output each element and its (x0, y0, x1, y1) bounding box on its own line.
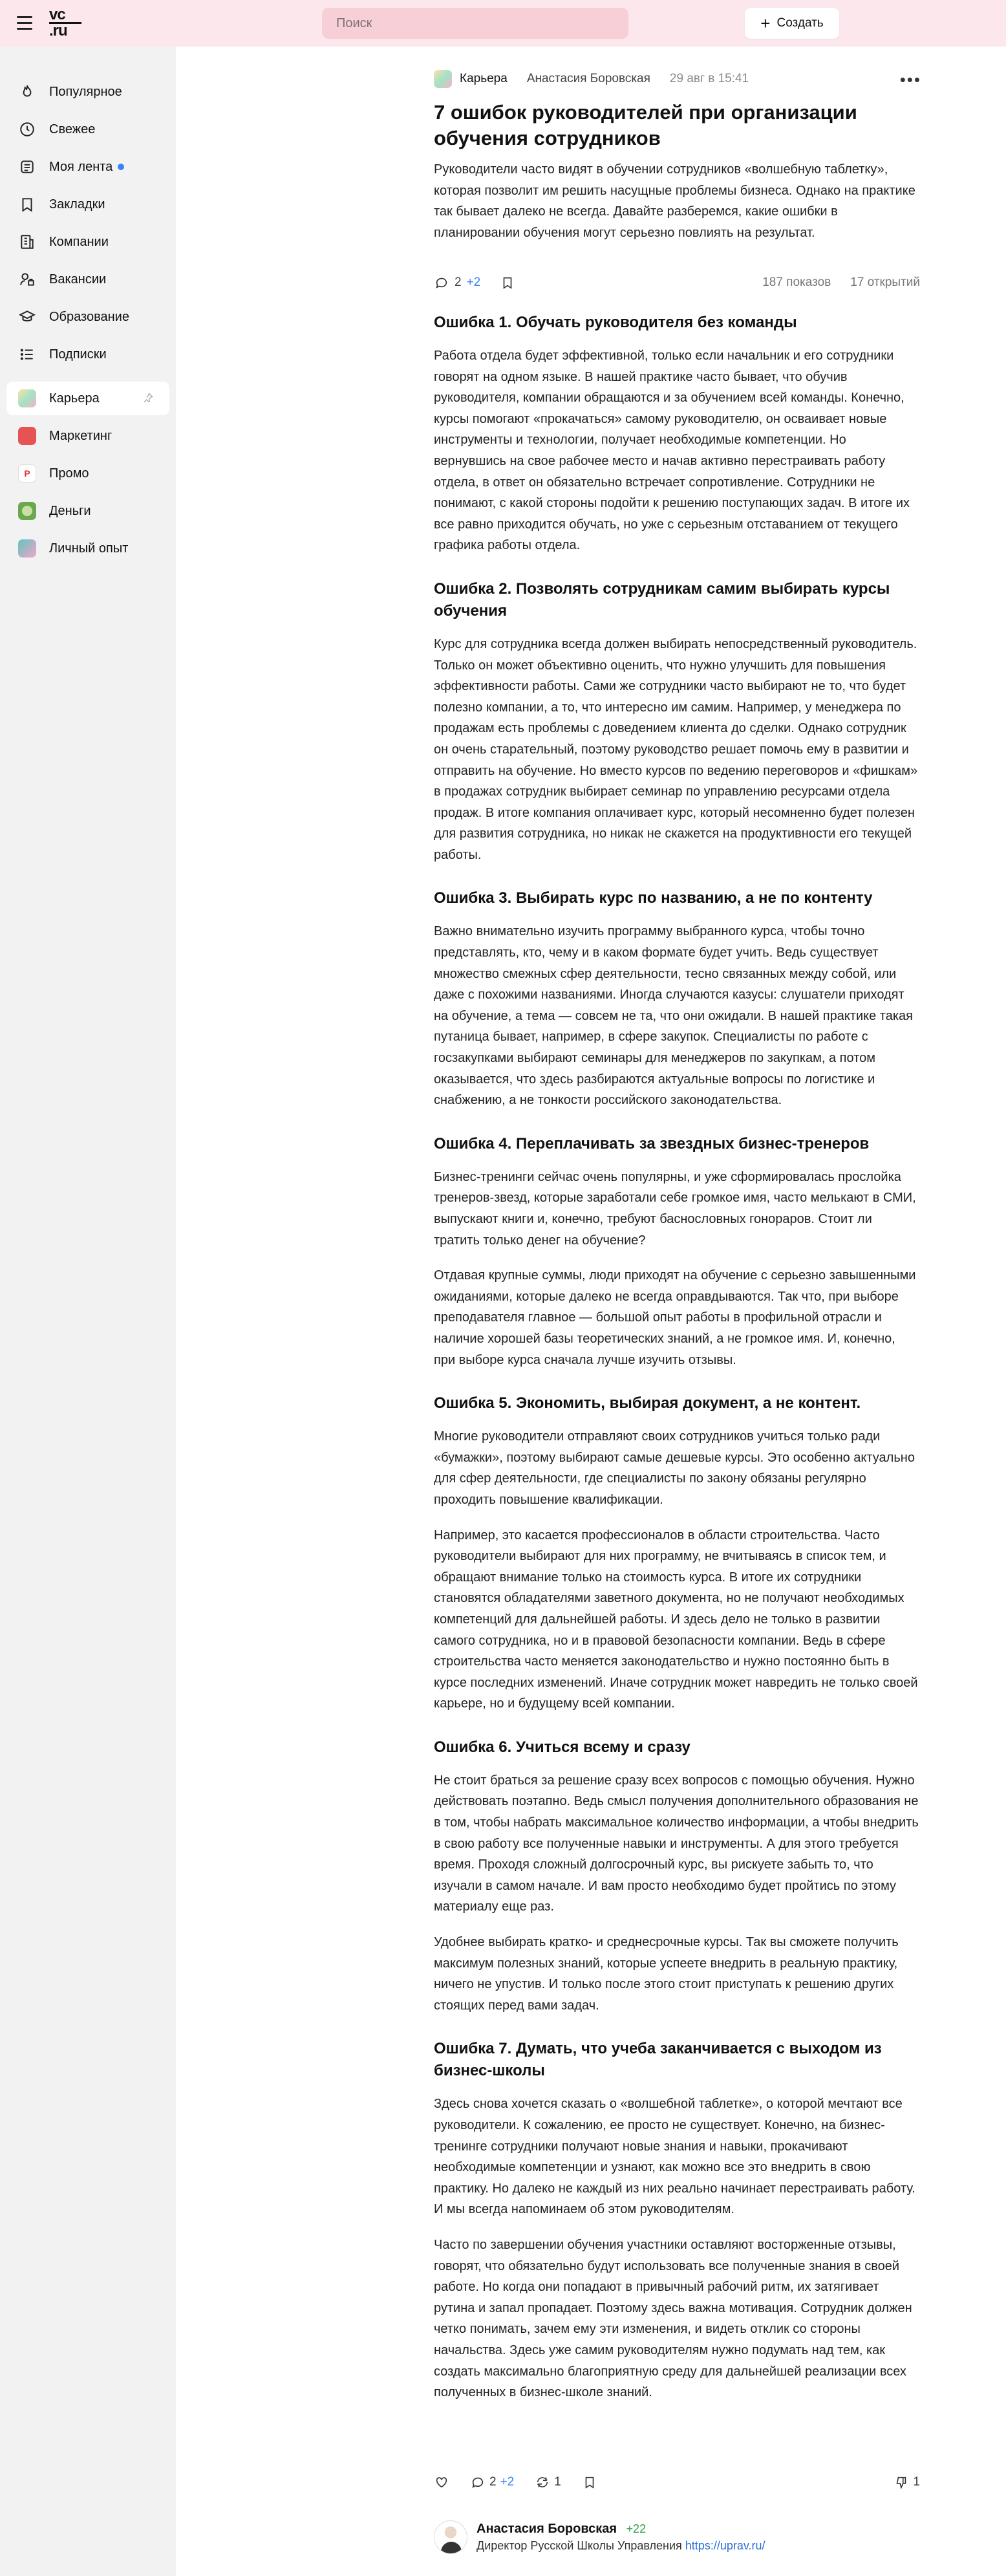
sidebar-item-label: Закладки (49, 197, 105, 211)
post-meta (434, 62, 920, 96)
post-category[interactable]: Карьера (460, 72, 508, 85)
author-desc-text: Директор Русской Школы Управления (476, 2539, 685, 2552)
paragraph: Работа отдела будет эффективной, только если начальник и его сотрудники говорят на одном языке. В нашей практике часто бывает, что обучив руководителя, компании обращаются и за обучением всей команды. Конечно, курсы помогают «прокачаться» самому руководителю, он осваивает новые инструменты и технологии, получает необходимые компетенции. Но вернувшись на свое рабочее место и начав активно перестраивать работу отдела, в ответ он обязательно встречает сопротивление. Сотрудники не понимают, с какой стороны подойти к решению поступающих задач. В итоге их все равно приходится обучать, но уже с серьезным отставанием от текущего графика работы отдела. (434, 349, 910, 553)
paragraph: Бизнес-тренинги сейчас очень популярны, и уже сформировалась прослойка тренеров-звезд, которые заработали себе громкое имя, часто мелькают в СМИ, выпускают книги и, конечно, требуют баснословных гонораров. Стоит ли тратить только денег на обучение? (434, 1169, 916, 1248)
create-label: Создать (776, 16, 824, 30)
post-author[interactable]: Анастасия Боровская (526, 72, 650, 85)
money-icon (18, 502, 36, 520)
sidebar-item-label: Вакансии (49, 272, 107, 287)
paragraph: Например, это касается профессионалов в области строительства. Часто руководители выбирают для них программу, не вчитываясь в список тем, и обращают внимание только на стоимость курса. В итоге их сотрудники становятся обладателями заветного документа, но не получают необходимых компетенций для дальнейшей работы. И здесь дело не только в развитии самого сотрудника, но и в правовой безопасности компании. Ведь в сфере строительства часто меняется законодательство и нужно постоянно быть в курсе последних изменений. Иначе сотрудник может навредить не только своей карьере, но и будущему всей компании. (434, 1528, 918, 1711)
comments-new: +2 (466, 276, 481, 289)
sidebar-subsite-career[interactable] (6, 382, 169, 415)
logo-bottom: .ru (49, 22, 81, 36)
post-date[interactable]: 29 авг в 15:41 (669, 72, 749, 85)
section-heading: Ошибка 2. Позволять сотрудникам самим выбирать курсы обучения (434, 579, 890, 620)
downvotes-count: 1 (913, 2475, 920, 2489)
bookmark-icon (500, 275, 515, 290)
more-options-icon[interactable]: ••• (899, 70, 921, 89)
comments-button[interactable] (470, 2474, 514, 2490)
section-heading: Ошибка 5. Экономить, выбирая документ, а не контент. (434, 1394, 861, 1412)
sidebar-item-label: Личный опыт (49, 541, 129, 556)
author-karma: +22 (626, 2522, 647, 2535)
create-button[interactable] (745, 8, 839, 39)
thumb-down-icon (894, 2474, 909, 2490)
sidebar-item-label: Маркетинг (49, 428, 112, 443)
menu-icon[interactable] (17, 14, 34, 31)
author-info (476, 2522, 765, 2553)
opens-count: 17 открытий (850, 276, 920, 289)
briefcase-icon (18, 270, 36, 288)
sidebar-item-fresh[interactable] (6, 113, 169, 146)
post-actions (434, 2469, 920, 2495)
graduation-icon (18, 308, 36, 326)
post-stats (434, 272, 920, 294)
flame-icon (18, 83, 36, 101)
sidebar-item-label: Моя лента (49, 159, 113, 174)
sidebar-subsite-personal[interactable] (6, 532, 169, 565)
sidebar-item-label: Деньги (49, 503, 91, 518)
sidebar-item-my-feed[interactable] (6, 150, 169, 184)
career-icon (434, 70, 452, 88)
author-description (476, 2539, 765, 2553)
sidebar-item-companies[interactable] (6, 225, 169, 259)
paragraph: Важно внимательно изучить программу выбранного курса, чтобы точно представлять, кто, чему и в каком формате будет учить. Ведь существует множество смежных сфер деятельности, тесно связанных между собой, или даже с похожими названиями. Иногда случаются казусы: слушатели приходят на обучение, а тема — совсем не та, что они ожидали. В нашей практике такая путаница бывает, например, в сфере закупок. Специалисты по работе с госзакупками выбирают семинары для менеджеров по закупкам, а потом оказывается, что здесь разбираются актуальные вопросы по логистике и снабжению, а не тонкости российского законодательства. (434, 924, 913, 1108)
section-heading: Ошибка 7. Думать, что учеба заканчивается с выходом из бизнес-школы (434, 2040, 882, 2080)
repost-button[interactable] (535, 2474, 561, 2490)
search-input[interactable] (322, 8, 628, 39)
post-lead: Руководители часто видят в обучении сотрудников «волшебную таблетку», которая позволит им решить насущные проблемы бизнеса. Однако на практике так бывает далеко не всегда. Давайте разберемся, какие ошибки в планировании обучения могут серьезно повлиять на результат. (434, 162, 915, 240)
sidebar-subsite-marketing[interactable] (6, 419, 169, 453)
like-button[interactable] (434, 2474, 449, 2490)
bookmark-icon (582, 2474, 597, 2490)
sidebar-subsite-promo[interactable] (6, 457, 169, 490)
sidebar-item-label: Подписки (49, 347, 107, 362)
site-logo[interactable] (49, 6, 81, 39)
heart-icon (434, 2474, 449, 2490)
plus-icon: + (760, 14, 771, 33)
views-count: 187 показов (762, 276, 831, 289)
author-name[interactable]: Анастасия Боровская (476, 2522, 617, 2536)
author-card (434, 2515, 920, 2560)
marketing-icon (18, 427, 36, 445)
pin-icon[interactable] (142, 392, 155, 405)
section-heading: Ошибка 3. Выбирать курс по названию, а не по контенту (434, 889, 873, 907)
paragraph: Курс для сотрудника всегда должен выбирать непосредственный руководитель. Только он может объективно оценить, что нужно улучшить для повышения эффективности работы. Сами же сотрудники часто выбирают не то, что будет полезно компании, а то, что интересно им самим. Например, у менеджера по продажам есть проблемы с доведением клиента до сделки. Однако сотрудник он очень старательный, поэтому руководство решает помочь ему в развитии и отправить на обучение. Но вместо курсов по ведению переговоров и «фишкам» в продажах сотрудник выбирает семинар по управлению ресурсами отдела продаж. В итоге компания оплачивает курс, который несомненно будет полезен для развития сотрудника, но никак не скажется на продуктивности его текущей работы. (434, 636, 918, 862)
new-indicator-dot (118, 164, 124, 170)
paragraph: Часто по завершении обучения участники оставляют восторженные отзывы, говорят, что обязательно будут использовать все полученные знания в своей работе. Но когда они попадают в привычный рабочий ритм, их затягивает рутина и запал пропадает. Поэтому здесь важна мотивация. Сотрудник должен четко понимать, зачем ему эти изменения, и видеть отклик со стороны начальства. Здесь уже самим руководителям нужно подумать над тем, как создать максимально благоприятную среду для дальнейшей реализации всех полученных в бизнес-школе знаний. (434, 2237, 912, 2400)
comments-count: 2 (489, 2475, 497, 2489)
downvote-button[interactable] (894, 2474, 920, 2490)
paragraph: Удобнее выбирать кратко- и среднесрочные курсы. Так вы сможете получить максимум полезных знаний, которые успеете внедрить в реальную практику, ничего не упустив. И только после этого стоит приступать к решению других стоящих перед вами задач. (434, 1935, 899, 2013)
paragraph: Отдавая крупные суммы, люди приходят на обучение с серьезно завышенными ожиданиями, которые далеко не всегда оправдываются. Так что, при выборе преподавателя главное — большой опыт работы в профильной отрасли и наличие хорошей базы теоретических знаний, а не громкое имя. И, конечно, при выборе курса сначала лучше изучить отзывы. (434, 1268, 916, 1367)
paragraph: Здесь снова хочется сказать о «волшебной таблетке», о которой мечтают все руководители. К сожалению, ее просто не существует. Конечно, на бизнес-тренинге сотрудники получают новые знания и навыки, прокачивают необходимые компетенции и узнают, как можно все это внедрить в свою практику. Но далеко не каждый из них реально начинает перестраивать работу. И мы всегда напоминаем об этом руководителям. (434, 2097, 915, 2217)
section-heading: Ошибка 1. Обучать руководителя без команды (434, 314, 797, 331)
sidebar-item-label: Образование (49, 309, 129, 324)
paragraph: Многие руководители отправляют своих сотрудников учиться только ради «бумажки», поэтому выбирают самые дешевые курсы. Это особенно актуально для сфер деятельности, где специалисты по закону обязаны регулярно проходить повышение квалификации. (434, 1429, 915, 1507)
sidebar-item-label: Карьера (49, 391, 100, 406)
avatar[interactable] (434, 2520, 467, 2554)
list-icon (18, 345, 36, 363)
reposts-count: 1 (554, 2475, 561, 2489)
repost-icon (535, 2474, 550, 2490)
sidebar-item-education[interactable] (6, 300, 169, 334)
sidebar-item-label: Свежее (49, 122, 96, 136)
feed-icon (18, 158, 36, 176)
sidebar-subsite-money[interactable] (6, 494, 169, 528)
post-counters (762, 276, 920, 290)
sidebar (0, 47, 176, 2576)
comment-icon (470, 2474, 486, 2490)
top-header (0, 0, 1006, 47)
sidebar-item-subscriptions[interactable] (6, 338, 169, 371)
building-icon (18, 233, 36, 251)
comments-button[interactable] (434, 275, 480, 290)
paragraph: Не стоит браться за решение сразу всех вопросов с помощью обучения. Нужно действовать поэтапно. Ведь смысл получения дополнительного образования не в том, чтобы набрать максимальное количество информации, а чтобы внедрить в свою работу все полученные навыки и инструменты. А для этого требуется время. Проходя сложный долгосрочный курс, вы рискуете забыть то, что изучали в самом начале. И вам просто необходимо будет пройтись по этому материалу еще раз. (434, 1773, 919, 1914)
sidebar-item-label: Популярное (49, 84, 122, 99)
comments-new: +2 (500, 2475, 515, 2489)
article-body (434, 307, 920, 2418)
sidebar-item-label: Компании (49, 234, 109, 249)
comments-count: 2 (455, 276, 462, 289)
sidebar-item-popular[interactable] (6, 75, 169, 109)
bookmark-button[interactable] (500, 275, 515, 290)
sidebar-item-vacancies[interactable] (6, 263, 169, 296)
logo-top: vc (49, 6, 65, 23)
comment-icon (434, 275, 449, 290)
bookmark-button[interactable] (582, 2474, 597, 2490)
personal-experience-icon (18, 539, 36, 557)
promo-icon: P (18, 464, 36, 482)
sidebar-item-label: Промо (49, 466, 89, 481)
clock-icon (18, 120, 36, 138)
search-placeholder: Поиск (336, 16, 372, 30)
sidebar-item-bookmarks[interactable] (6, 188, 169, 221)
author-link[interactable]: https://uprav.ru/ (685, 2539, 765, 2552)
section-heading: Ошибка 4. Переплачивать за звездных бизнес-тренеров (434, 1134, 870, 1153)
section-heading: Ошибка 6. Учиться всему и сразу (434, 1738, 690, 1756)
career-icon (18, 389, 36, 407)
post-title: 7 ошибок руководителей при организации обучения сотрудников (434, 101, 857, 149)
bookmark-icon (18, 195, 36, 213)
